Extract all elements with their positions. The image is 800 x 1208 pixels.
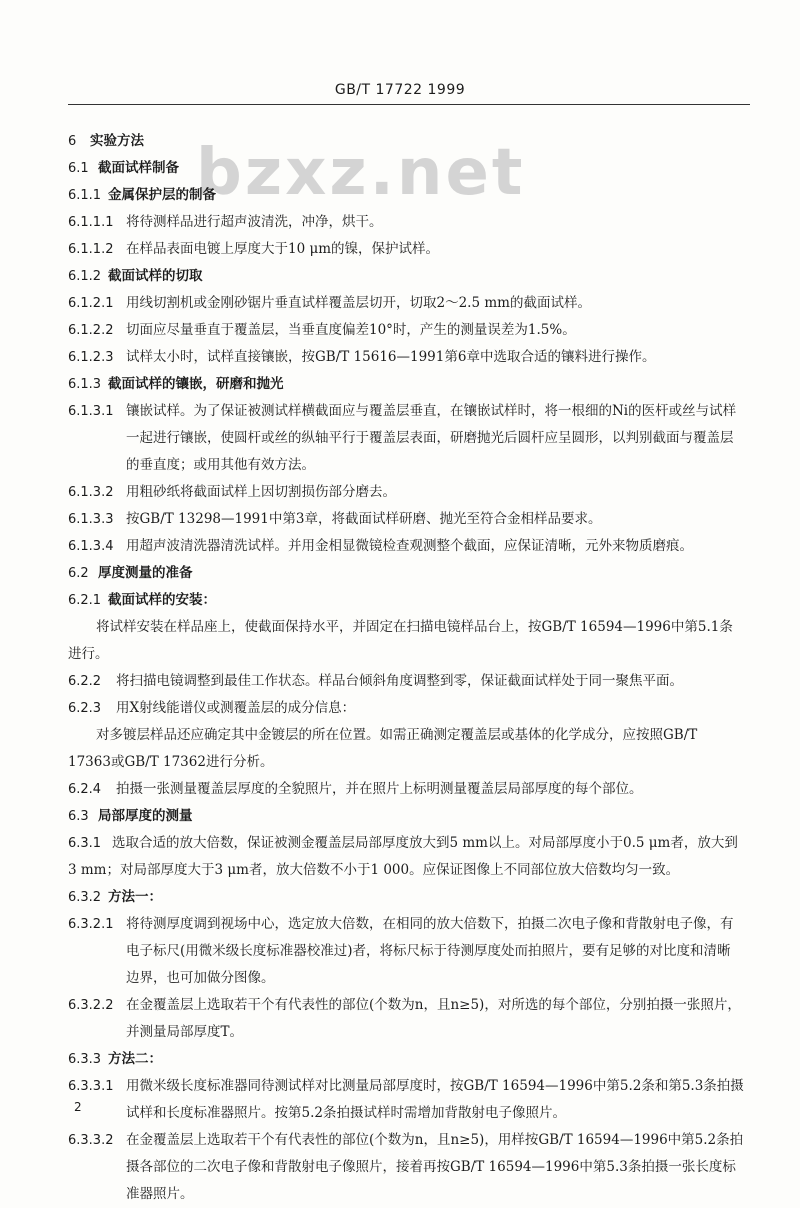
section-text: 切面应尽量垂直于覆盖层，当垂直度偏差10°时，产生的测量误差为1.5%。 <box>126 322 576 338</box>
section-number: 6.3.1 <box>68 836 102 851</box>
section-number: 6.1.3.2 <box>68 485 114 500</box>
section-number: 6.1.1.1 <box>68 215 114 230</box>
section-text: 将扫描电镜调整到最佳工作状态。样品台倾斜角度调整到零，保证截面试样处于同一聚焦平面。 <box>116 673 683 689</box>
section-number: 6.1.2 <box>68 269 102 284</box>
section-number: 6.1.1 <box>68 188 102 203</box>
section-number: 6.1.3.1 <box>68 404 114 419</box>
section-h3 <box>68 884 744 911</box>
header-rule <box>68 104 750 105</box>
body-paragraph: 对多镀层样品还应确定其中金镀层的所在位置。如需正确测定覆盖层或基体的化学成分，应按照GB/T 17363或GB/T 17362进行分析。 <box>68 727 698 770</box>
section-item <box>68 1127 744 1208</box>
section-text: 试样太小时，试样直接镶嵌，按GB/T 15616—1991第6章中选取合适的镶料进行操作。 <box>126 349 656 365</box>
section-text: 选取合适的放大倍数，保证被测金覆盖层局部厚度放大到5 mm以上。对局部厚度小于0.5 μm者，放大到3 mm；对局部厚度大于3 μm者，放大倍数不小于1 000。应保证图像上不同部位放大倍数均匀一致。 <box>68 835 738 878</box>
section-number: 6.1.3.3 <box>68 512 114 527</box>
section-h3 <box>68 587 744 614</box>
section-text: 用线切割机或金刚砂锯片垂直试样覆盖层切开，切取2～2.5 mm的截面试样。 <box>126 295 591 311</box>
section-item <box>68 236 744 263</box>
section-item <box>68 1073 744 1127</box>
section-number: 6.3.3 <box>68 1052 102 1067</box>
section-h2 <box>68 155 744 182</box>
section-text: 在金覆盖层上选取若干个有代表性的部位(个数为n，且n≥5)，用样按GB/T 16594—1996中第5.2条拍摄各部位的二次电子像和背散射电子像照片，接着再按GB/T 16594—1996中第5.3条拍摄一张长度标准器照片。 <box>126 1132 744 1202</box>
section-h3 <box>68 182 744 209</box>
section-text: 按GB/T 13298—1991中第3章，将截面试样研磨、抛光至符合金相样品要求。 <box>126 511 602 527</box>
section-text: 截面试样的镶嵌，研磨和抛光 <box>108 376 284 392</box>
section-item <box>68 911 744 992</box>
section-number: 6.1.3.4 <box>68 539 114 554</box>
section-number: 6.1.3 <box>68 377 102 392</box>
section-text: 在金覆盖层上选取若干个有代表性的部位(个数为n，且n≥5)，对所选的每个部位，分别拍摄一张照片，并测量局部厚度T。 <box>126 997 741 1040</box>
section-item <box>68 992 744 1046</box>
section-h4 <box>68 695 744 722</box>
section-number: 6.3.3.1 <box>68 1079 114 1094</box>
section-number: 6 <box>68 134 77 149</box>
section-text: 用超声波清洗器清洗试样。并用金相显微镜检查观测整个截面，应保证清晰，元外来物质磨痕。 <box>126 538 693 554</box>
section-text: 局部厚度的测量 <box>98 808 193 824</box>
section-text: 方法二： <box>108 1051 162 1067</box>
section-h2 <box>68 803 744 830</box>
section-number: 6.1.2.2 <box>68 323 114 338</box>
section-text: 在样品表面电镀上厚度大于10 μm的镍，保护试样。 <box>126 241 440 257</box>
section-item <box>68 209 744 236</box>
section-item <box>68 506 744 533</box>
section-number: 6.1.1.2 <box>68 242 114 257</box>
section-number: 6.2 <box>68 566 89 581</box>
section-text: 厚度测量的准备 <box>98 565 193 581</box>
section-number: 6.3.3.2 <box>68 1133 114 1148</box>
document-body <box>68 128 744 1208</box>
section-number: 6.2.4 <box>68 782 102 797</box>
section-number: 6.3.2 <box>68 890 102 905</box>
section-text: 拍摄一张测量覆盖层厚度的全貌照片，并在照片上标明测量覆盖层局部厚度的每个部位。 <box>116 781 643 797</box>
watermark: bzxz.net <box>196 136 526 210</box>
section-h3 <box>68 371 744 398</box>
section-text: 用粗砂纸将截面试样上因切割损伤部分磨去。 <box>126 484 396 500</box>
section-text: 镶嵌试样。为了保证被测试样横截面应与覆盖层垂直，在镶嵌试样时，将一根细的Ni的医杆或丝与试样一起进行镶嵌，使圆杆或丝的纵轴平行于覆盖层表面，研磨抛光后圆杆应呈圆形，以判别截面与覆盖层的垂直度；或用其他有效方法。 <box>126 403 737 473</box>
section-number: 6.3 <box>68 809 89 824</box>
section-h2 <box>68 560 744 587</box>
body-paragraph: 将试样安装在样品座上，使截面保持水平，并固定在扫描电镜样品台上，按GB/T 16594—1996中第5.1条进行。 <box>68 619 733 662</box>
section-text: 截面试样制备 <box>98 160 179 176</box>
section-text: 截面试样的切取 <box>108 268 203 284</box>
section-number: 6.2.2 <box>68 674 102 689</box>
section-text: 实验方法 <box>90 133 144 149</box>
section-text: 截面试样的安装： <box>108 592 216 608</box>
section-wrap4 <box>68 830 744 884</box>
section-text: 金属保护层的制备 <box>108 187 216 203</box>
section-item <box>68 533 744 560</box>
page-number: 2 <box>74 1100 82 1114</box>
section-h4 <box>68 776 744 803</box>
section-number: 6.2.1 <box>68 593 102 608</box>
section-h3 <box>68 1046 744 1073</box>
section-text: 将待测厚度调到视场中心，选定放大倍数，在相同的放大倍数下，拍摄二次电子像和背散射电子像，有电子标尺(用微米级长度标准器校准过)者，将标尺标于待测厚度处而拍照片，要有足够的对比度和清晰边界，也可加做分图像。 <box>126 916 734 986</box>
section-text: 将待测样品进行超声波清洗，冲净，烘干。 <box>126 214 383 230</box>
section-item <box>68 344 744 371</box>
section-item <box>68 398 744 479</box>
section-number: 6.2.3 <box>68 701 102 716</box>
header-standard-number: GB/T 17722 1999 <box>334 82 466 98</box>
section-number: 6.3.2.2 <box>68 998 114 1013</box>
section-text: 用X射线能谱仪或测覆盖层的成分信息： <box>116 700 356 716</box>
section-number: 6.1 <box>68 161 89 176</box>
section-number: 6.3.2.1 <box>68 917 114 932</box>
section-h3 <box>68 263 744 290</box>
section-text: 用微米级长度标准器同待测试样对比测量局部厚度时，按GB/T 16594—1996中第5.2条和第5.3条拍摄试样和长度标准器照片。按第5.2条拍摄试样时需增加背散射电子像照片。 <box>126 1078 744 1121</box>
section-h4 <box>68 668 744 695</box>
section-item <box>68 479 744 506</box>
section-item <box>68 317 744 344</box>
section-number: 6.1.2.1 <box>68 296 114 311</box>
section-item <box>68 290 744 317</box>
section-h1 <box>68 128 744 155</box>
section-text: 方法一： <box>108 889 162 905</box>
section-number: 6.1.2.3 <box>68 350 114 365</box>
